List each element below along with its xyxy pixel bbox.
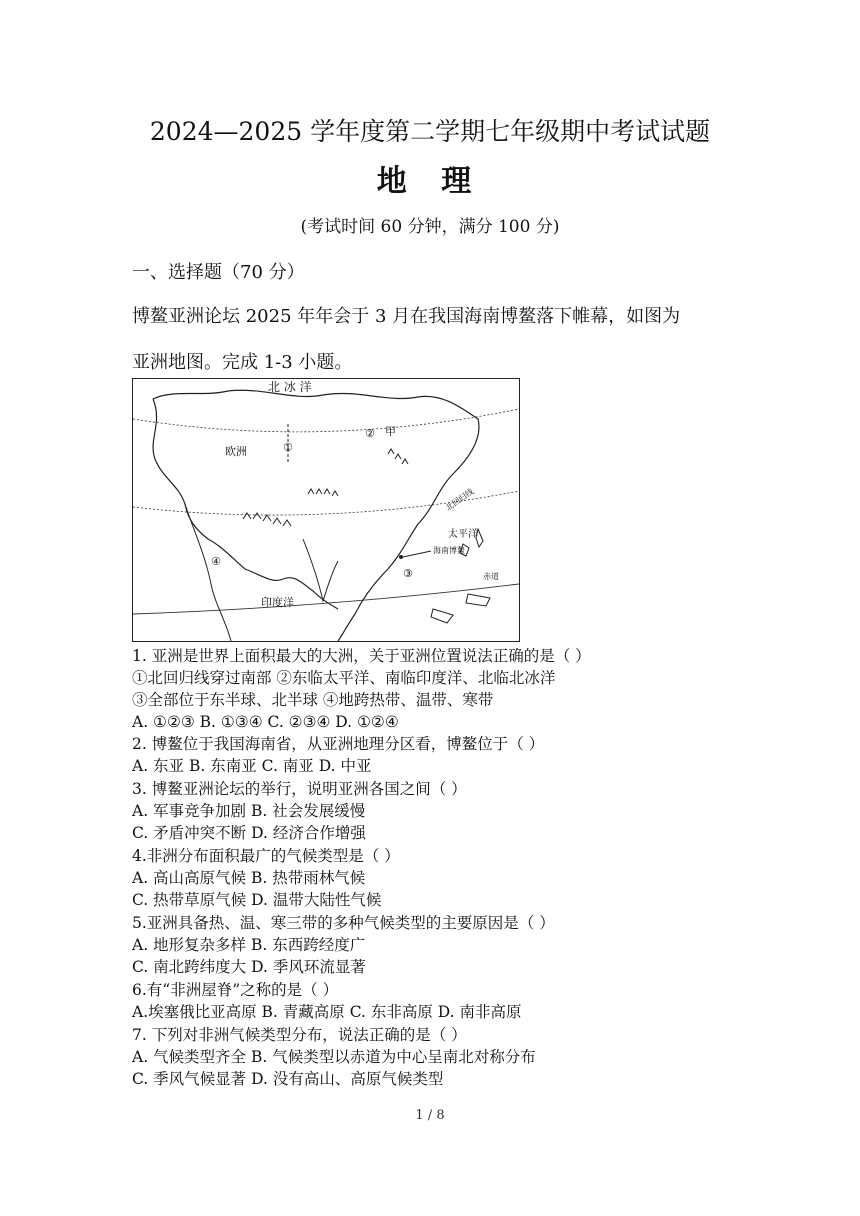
boao-point <box>399 555 403 559</box>
question-1-line-2: ③全部位于东半球、北半球 ④地跨热带、温带、寒带 <box>132 691 494 709</box>
question-2-options: A. 东亚 B. 东南亚 C. 南亚 D. 中亚 <box>132 757 372 775</box>
label-circle-1: ① <box>283 441 293 454</box>
boao-arrow <box>403 551 431 557</box>
east-mountains <box>388 449 408 464</box>
label-circle-3: ③ <box>403 567 413 580</box>
label-indian-ocean: 印度洋 <box>261 596 294 609</box>
question-7-options-cd: C. 季风气候显著 D. 没有高山、高原气候类型 <box>132 1070 444 1088</box>
question-1-stem: 1. 亚洲是世界上面积最大的大洲，关于亚洲位置说法正确的是（ ） <box>132 647 591 665</box>
question-1-options: A. ①②③ B. ①③④ C. ②③④ D. ①②④ <box>132 713 399 731</box>
question-2-stem: 2. 博鳌位于我国海南省，从亚洲地理分区看，博鳌位于（ ） <box>132 735 545 753</box>
subject-title: 地 理 <box>376 164 484 199</box>
equator-line <box>133 584 519 614</box>
question-7-options-ab: A. 气候类型齐全 B. 气候类型以赤道为中心呈南北对称分布 <box>132 1048 536 1066</box>
question-4-stem: 4.非洲分布面积最广的气候类型是（ ） <box>132 847 400 865</box>
question-4-options-cd: C. 热带草原气候 D. 温带大陆性气候 <box>132 891 382 909</box>
label-europe: 欧洲 <box>225 445 247 458</box>
label-north-ocean: 北 冰 洋 <box>268 380 312 394</box>
label-equator: 赤道 <box>483 572 499 581</box>
question-6-stem: 6.有“非洲屋脊”之称的是（ ） <box>132 981 339 999</box>
exam-time-info: (考试时间 60 分钟，满分 100 分) <box>300 217 560 237</box>
asia-map-drawing <box>133 379 519 641</box>
section-heading: 一、选择题（70 分） <box>132 262 305 283</box>
label-pacific: 太平洋 <box>448 529 478 540</box>
asia-map <box>132 378 520 642</box>
question-3-stem: 3. 博鳌亚洲论坛的举行，说明亚洲各国之间（ ） <box>132 780 467 798</box>
question-5-stem: 5.亚洲具备热、温、寒三带的多种气候类型的主要原因是（ ） <box>132 914 555 932</box>
question-6-options: A.埃塞俄比亚高原 B. 青藏高原 C. 东非高原 D. 南非高原 <box>132 1003 522 1021</box>
red-sea-coast <box>185 504 231 641</box>
arctic-circle-line <box>133 409 519 432</box>
question-3-options-ab: A. 军事竞争加剧 B. 社会发展缓慢 <box>132 802 366 820</box>
exam-title: 2024—2025 学年度第二学期七年级期中考试试题 <box>149 117 711 146</box>
central-mountains <box>308 489 338 496</box>
question-7-stem: 7. 下列对非洲气候类型分布，说法正确的是（ ） <box>132 1026 467 1044</box>
label-circle-2: ② <box>365 427 375 440</box>
intro-line-2: 亚洲地图。完成 1-3 小题。 <box>132 352 353 373</box>
islands <box>431 529 490 623</box>
label-jia: 甲 <box>385 425 396 438</box>
intro-line-1: 博鳌亚洲论坛 2025 年年会于 3 月在我国海南博鳌落下帷幕，如图为 <box>132 306 681 327</box>
label-circle-4: ④ <box>211 555 221 568</box>
question-5-options-ab: A. 地形复杂多样 B. 东西跨经度广 <box>132 936 366 954</box>
question-5-options-cd: C. 南北跨纬度大 D. 季风环流显著 <box>132 958 366 976</box>
question-4-options-ab: A. 高山高原气候 B. 热带雨林气候 <box>132 869 366 887</box>
india-coast <box>303 539 338 601</box>
question-1-line-1: ①北回归线穿过南部 ②东临太平洋、南临印度洋、北临北冰洋 <box>132 669 556 687</box>
label-tropic: 北回归线 <box>443 486 476 513</box>
label-boao: 海南博鳌 <box>433 546 465 555</box>
page-number: 1 / 8 <box>415 1108 445 1123</box>
question-3-options-cd: C. 矛盾冲突不断 D. 经济合作增强 <box>132 824 366 842</box>
